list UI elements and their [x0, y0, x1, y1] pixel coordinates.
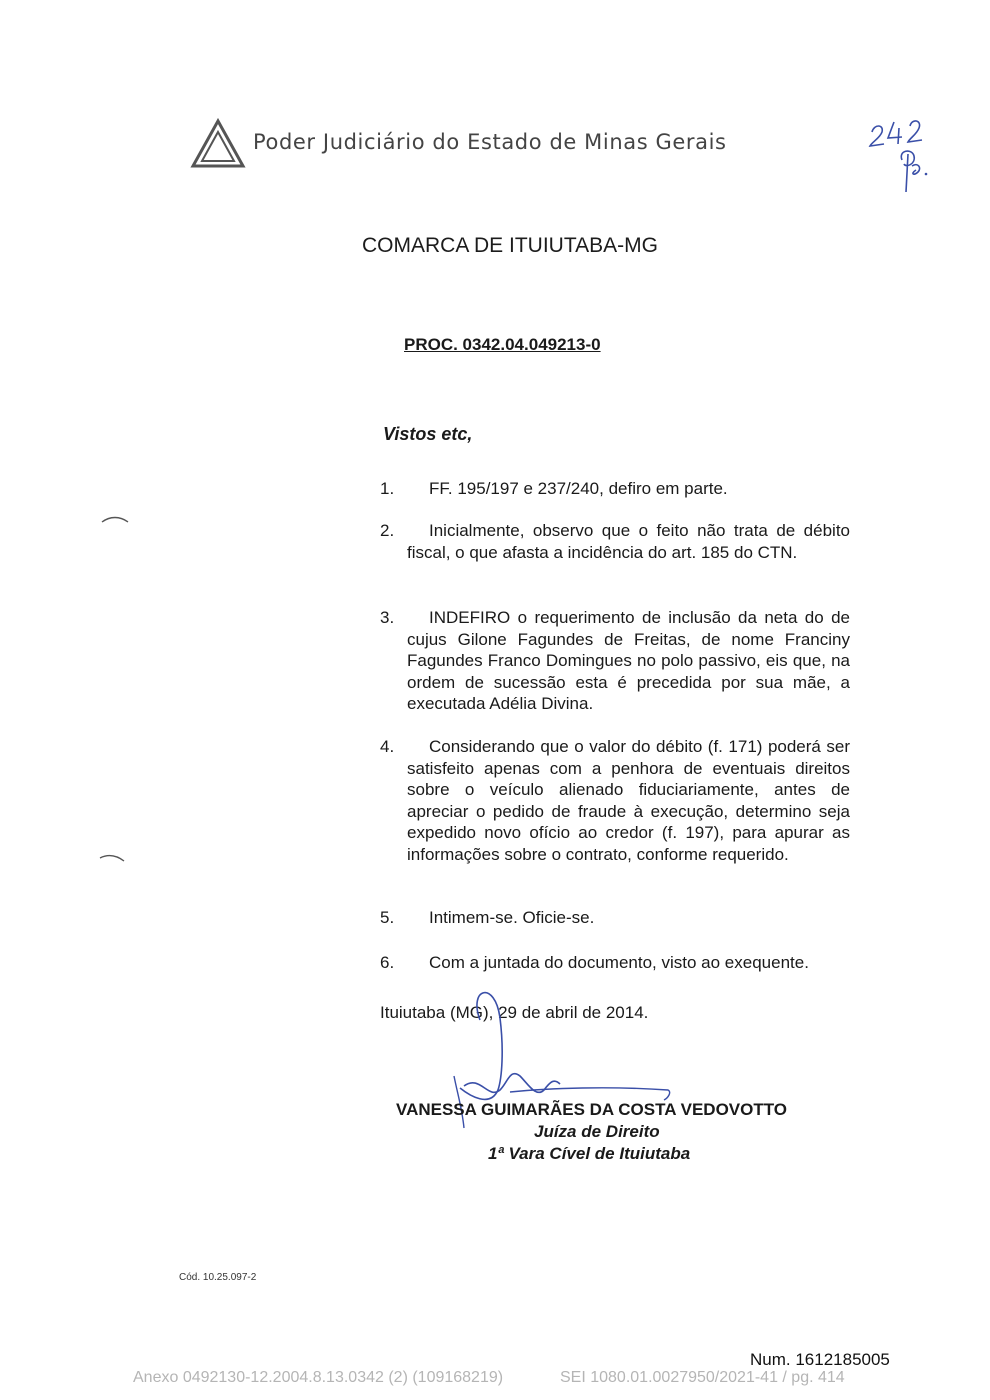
annex-reference: Anexo 0492130-12.2004.8.13.0342 (2) (109168219)	[133, 1369, 504, 1386]
item-number: 6.	[380, 953, 395, 972]
item-text: Inicialmente, observo que o feito não trata de débito fiscal, o que afasta a incidência do art. 185 do CTN.	[407, 521, 850, 562]
list-item	[380, 952, 850, 974]
margin-mark	[100, 513, 130, 525]
margin-mark	[98, 851, 128, 863]
form-code: Cód. 10.25.097-2	[179, 1272, 257, 1283]
item-text: FF. 195/197 e 237/240, defiro em parte.	[429, 479, 728, 498]
comarca-heading: COMARCA DE ITUIUTABA-MG	[362, 234, 658, 257]
judge-name: VANESSA GUIMARÃES DA COSTA VEDOVOTTO	[396, 1100, 788, 1119]
judge-title: Juíza de Direito	[534, 1122, 660, 1141]
item-text: Intimem-se. Oficie-se.	[429, 908, 595, 927]
document-number: Num. 1612185005	[750, 1350, 890, 1369]
process-number: PROC. 0342.04.049213-0	[404, 335, 601, 354]
item-number: 2.	[380, 521, 395, 540]
list-item	[380, 520, 850, 563]
opening-phrase: Vistos etc,	[383, 424, 473, 444]
judiciary-triangle-logo-icon	[190, 118, 246, 170]
list-item	[380, 607, 850, 715]
date-line: Ituiutaba (MG), 29 de abril de 2014.	[380, 1003, 649, 1022]
institution-title: Poder Judiciário do Estado de Minas Gerais	[253, 130, 727, 154]
list-item	[380, 736, 850, 865]
handwritten-page-number-stamp	[860, 110, 940, 200]
item-text: INDEFIRO o requerimento de inclusão da neta do de cujus Gilone Fagundes de Freitas, de nome Franciny Fagundes Franco Domingues no polo passivo, eis que, na ordem de sucessão esta é precedida por sua mãe, a executada Adélia Divina.	[407, 608, 850, 713]
court-name: 1ª Vara Cível de Ituiutaba	[488, 1144, 691, 1163]
item-text: Considerando que o valor do débito (f. 171) poderá ser satisfeito apenas com a penhora de eventuais direitos sobre o veículo alienado fiduciariamente, antes de apreciar o pedido de fraude à execução, determino seja expedido novo ofício ao credor (f. 197), para apurar as informações sobre o contrato, conforme requerido.	[407, 737, 850, 864]
item-number: 1.	[380, 479, 395, 498]
item-number: 4.	[380, 737, 395, 756]
list-item	[380, 478, 850, 500]
item-number: 3.	[380, 608, 395, 627]
sei-reference: SEI 1080.01.0027950/2021-41 / pg. 414	[560, 1369, 845, 1386]
item-number: 5.	[380, 908, 395, 927]
item-text: Com a juntada do documento, visto ao exequente.	[429, 953, 809, 972]
list-item	[380, 907, 850, 929]
